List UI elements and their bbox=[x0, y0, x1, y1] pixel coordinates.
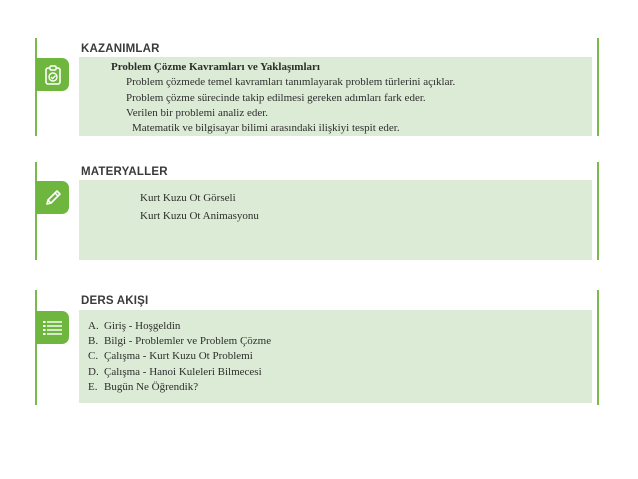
item-text: Bugün Ne Öğrendik? bbox=[104, 381, 199, 393]
kazanim-item: Verilen bir problemi analiz eder. bbox=[126, 107, 269, 119]
ders-akisi-item bbox=[88, 350, 253, 362]
item-letter: E. bbox=[88, 381, 98, 393]
clipboard-check-icon bbox=[36, 58, 69, 91]
right-rule-ders-akisi bbox=[597, 290, 599, 405]
kazanim-item: Problem çözme sürecinde takip edilmesi gereken adımları fark eder. bbox=[126, 92, 426, 104]
materyal-item: Kurt Kuzu Ot Animasyonu bbox=[140, 210, 259, 222]
pencil-icon bbox=[36, 181, 69, 214]
materyal-item: Kurt Kuzu Ot Görseli bbox=[140, 192, 236, 204]
item-letter: B. bbox=[88, 335, 99, 347]
right-rule-materyaller bbox=[597, 162, 599, 260]
section-title-materyaller: MATERYALLER bbox=[81, 166, 168, 178]
item-text: Çalışma - Hanoi Kuleleri Bilmecesi bbox=[104, 366, 262, 378]
ders-akisi-item bbox=[88, 335, 271, 347]
ders-akisi-item bbox=[88, 366, 262, 378]
section-title-ders-akisi: DERS AKIŞI bbox=[81, 295, 149, 307]
item-text: Giriş - Hoşgeldin bbox=[104, 320, 181, 332]
right-rule-kazanimlar bbox=[597, 38, 599, 136]
item-letter: A. bbox=[88, 320, 99, 332]
ders-akisi-item bbox=[88, 381, 198, 393]
item-text: Çalışma - Kurt Kuzu Ot Problemi bbox=[104, 350, 253, 362]
kazanim-item: Problem çözmede temel kavramları tanımlayarak problem türlerini açıklar. bbox=[126, 76, 456, 88]
item-text: Bilgi - Problemler ve Problem Çözme bbox=[104, 335, 272, 347]
item-letter: C. bbox=[88, 350, 99, 362]
ders-akisi-item bbox=[88, 320, 180, 332]
item-letter: D. bbox=[88, 366, 99, 378]
section-title-kazanimlar: KAZANIMLAR bbox=[81, 43, 160, 55]
left-rule-ders-akisi bbox=[35, 290, 37, 405]
kazanim-item: Matematik ve bilgisayar bilimi arasındaki ilişkiyi tespit eder. bbox=[132, 122, 400, 134]
list-icon bbox=[36, 311, 69, 344]
kazanimlar-heading: Problem Çözme Kavramları ve Yaklaşımları bbox=[111, 61, 320, 73]
